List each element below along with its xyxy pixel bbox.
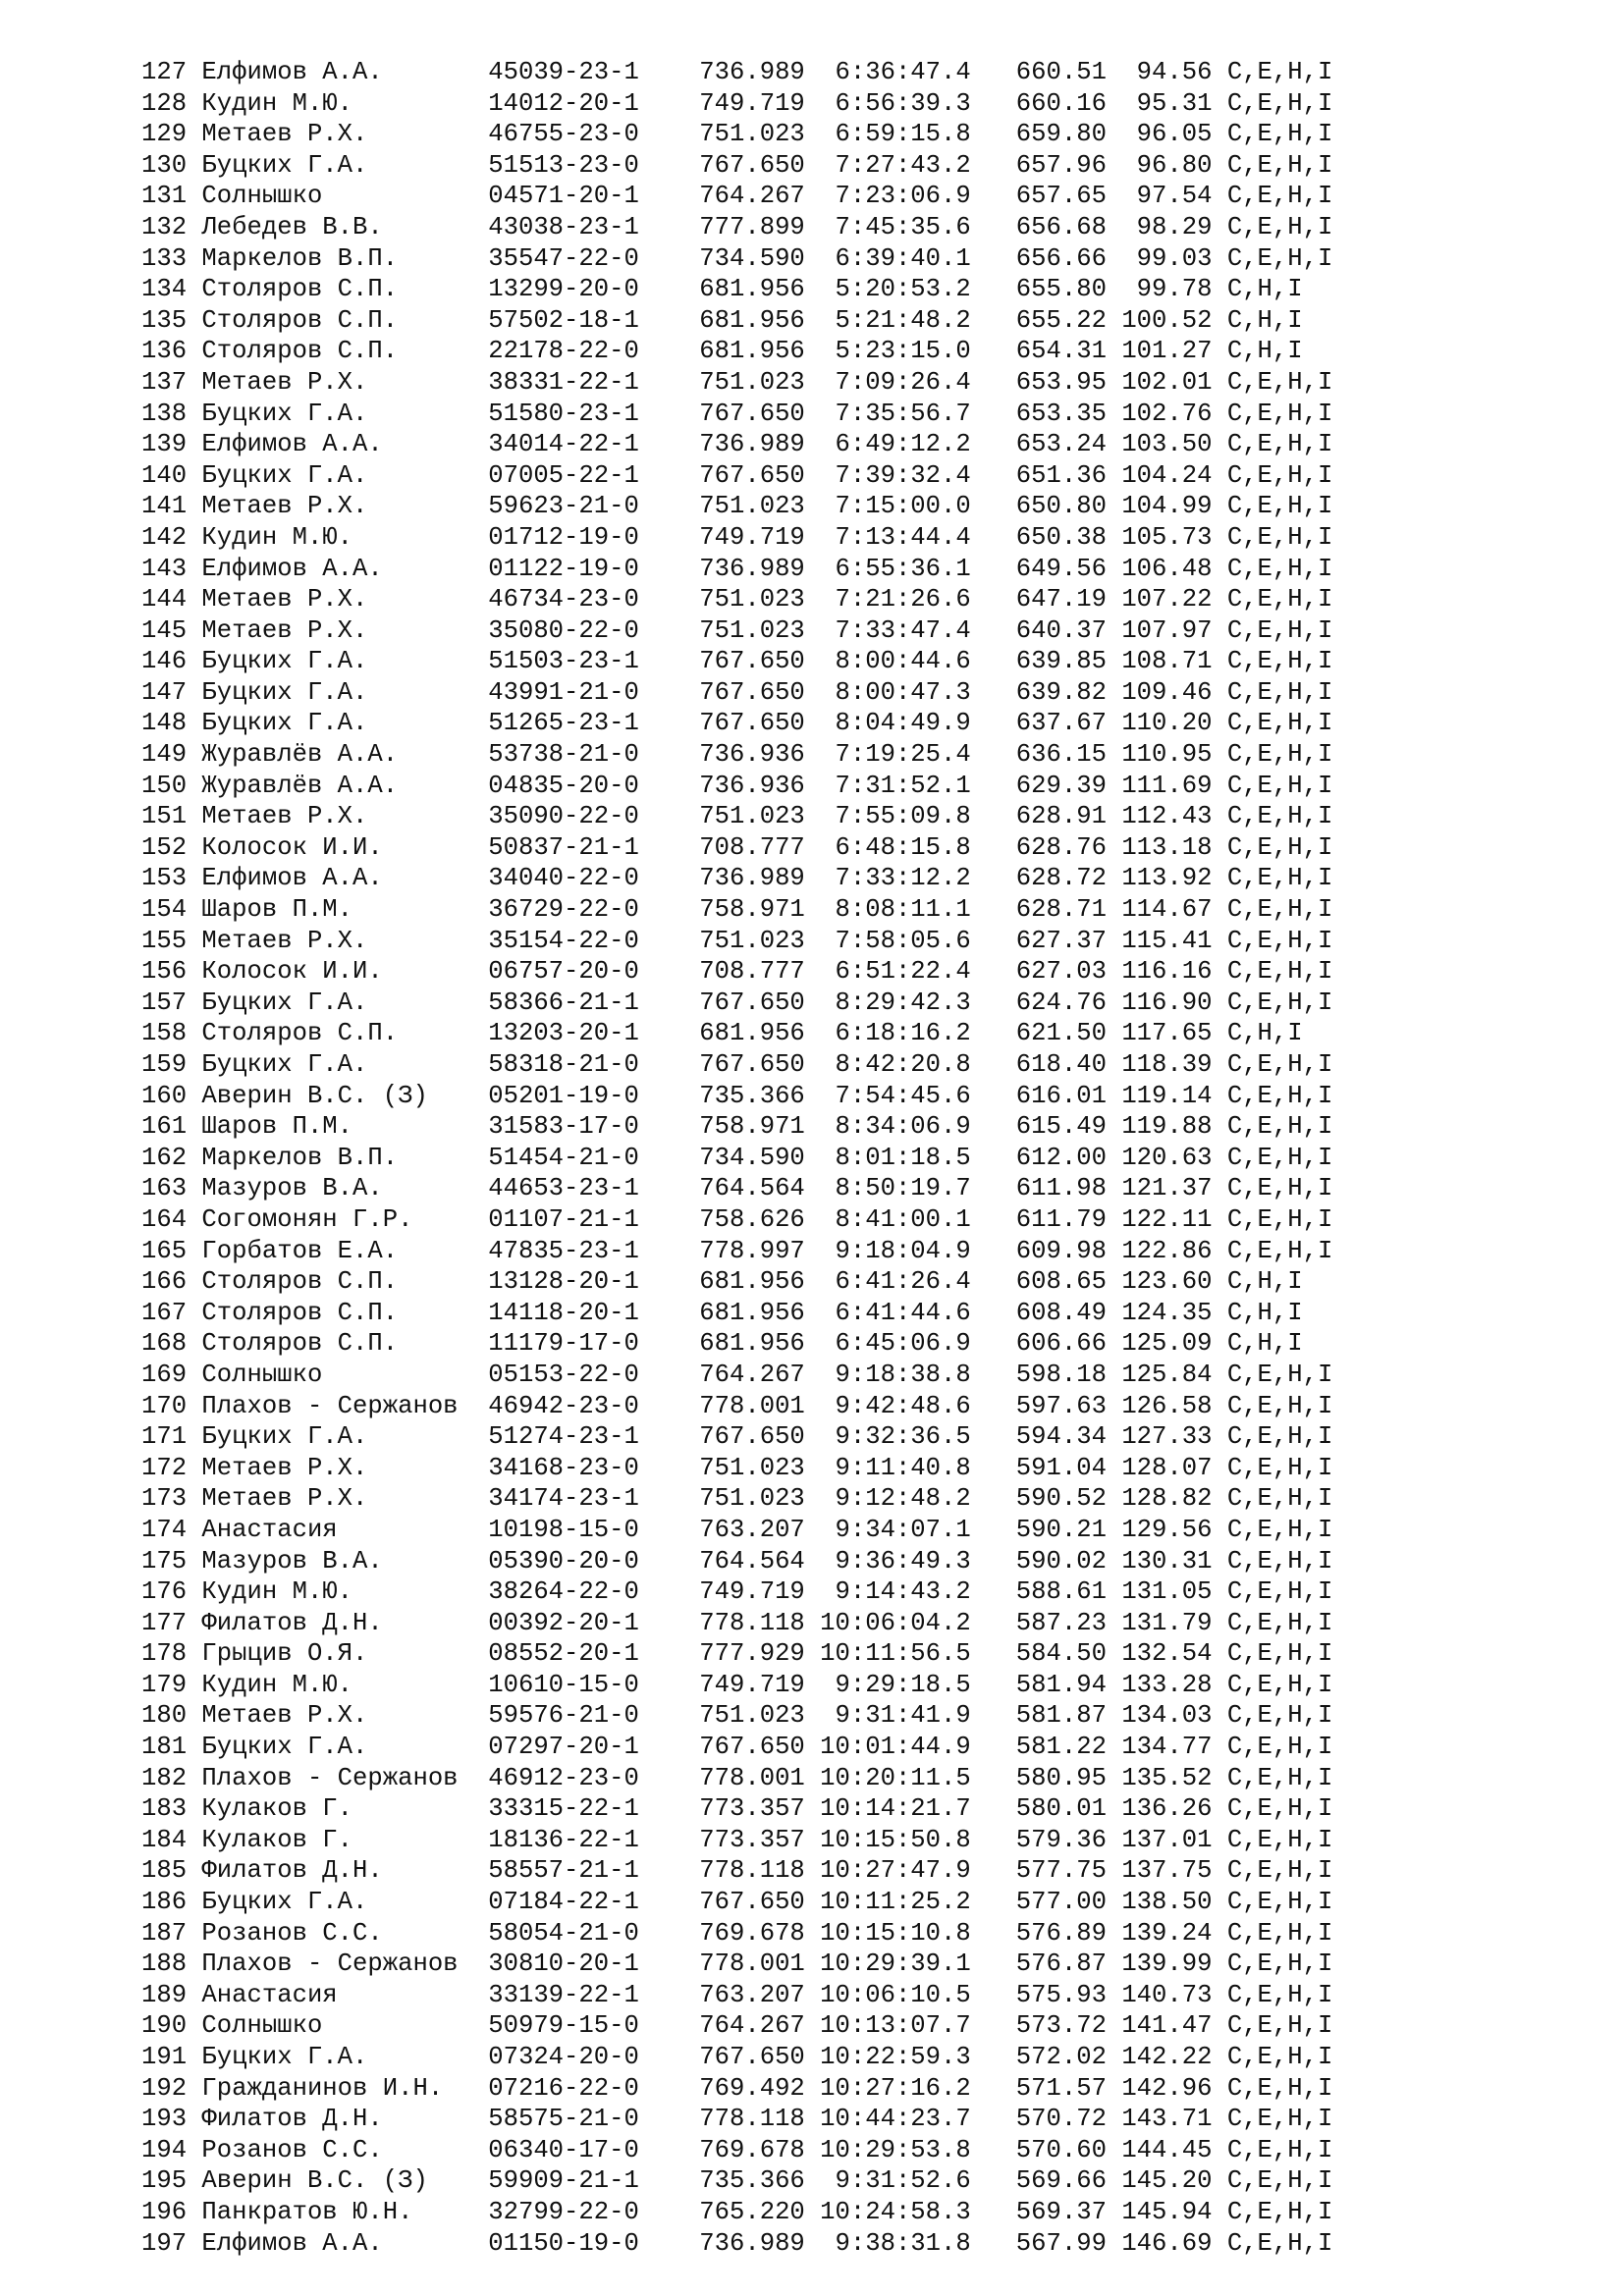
result-row: 177 Филатов Д.Н. 00392-20-1 778.118 10:06:04.2 587.23 131.79 C,E,H,I (141, 1608, 1333, 1637)
result-row: 158 Столяров С.П. 13203-20-1 681.956 6:18:16.2 621.50 117.65 C,H,I (141, 1019, 1303, 1048)
result-row: 169 Солнышко 05153-22-0 764.267 9:18:38.8 598.18 125.84 C,E,H,I (141, 1360, 1333, 1389)
result-row: 146 Буцких Г.А. 51503-23-1 767.650 8:00:44.6 639.85 108.71 C,E,H,I (141, 647, 1333, 676)
result-row: 189 Анастасия 33139-22-1 763.207 10:06:10.5 575.93 140.73 C,E,H,I (141, 1980, 1333, 2009)
result-row: 155 Метаев Р.Х. 35154-22-0 751.023 7:58:05.6 627.37 115.41 C,E,H,I (141, 926, 1333, 955)
result-row: 174 Анастасия 10198-15-0 763.207 9:34:07.1 590.21 129.56 C,E,H,I (141, 1515, 1333, 1544)
result-row: 181 Буцких Г.А. 07297-20-1 767.650 10:01:44.9 581.22 134.77 C,E,H,I (141, 1733, 1333, 1762)
result-row: 142 Кудин М.Ю. 01712-19-0 749.719 7:13:44.4 650.38 105.73 C,E,H,I (141, 522, 1333, 552)
result-row: 147 Буцких Г.А. 43991-21-0 767.650 8:00:47.3 639.82 109.46 C,E,H,I (141, 677, 1333, 707)
result-row: 157 Буцких Г.А. 58366-21-1 767.650 8:29:42.3 624.76 116.90 C,E,H,I (141, 988, 1333, 1017)
result-row: 178 Грыцив О.Я. 08552-20-1 777.929 10:11:56.5 584.50 132.54 C,E,H,I (141, 1639, 1333, 1669)
result-row: 129 Метаев Р.Х. 46755-23-0 751.023 6:59:15.8 659.80 96.05 C,E,H,I (141, 120, 1333, 149)
result-row: 171 Буцких Г.А. 51274-23-1 767.650 9:32:36.5 594.34 127.33 C,E,H,I (141, 1422, 1333, 1452)
result-row: 187 Розанов С.С. 58054-21-0 769.678 10:15:10.8 576.89 139.24 C,E,H,I (141, 1918, 1333, 1948)
result-row: 179 Кудин М.Ю. 10610-15-0 749.719 9:29:18.5 581.94 133.28 C,E,H,I (141, 1670, 1333, 1699)
result-row: 136 Столяров С.П. 22178-22-0 681.956 5:23:15.0 654.31 101.27 C,H,I (141, 337, 1303, 366)
result-row: 190 Солнышко 50979-15-0 764.267 10:13:07.7 573.72 141.47 C,E,H,I (141, 2011, 1333, 2041)
result-row: 133 Маркелов В.П. 35547-22-0 734.590 6:39:40.1 656.66 99.03 C,E,H,I (141, 243, 1333, 273)
result-row: 131 Солнышко 04571-20-1 764.267 7:23:06.9 657.65 97.54 C,E,H,I (141, 182, 1333, 211)
result-row: 140 Буцких Г.А. 07005-22-1 767.650 7:39:32.4 651.36 104.24 C,E,H,I (141, 460, 1333, 490)
result-row: 135 Столяров С.П. 57502-18-1 681.956 5:21:48.2 655.22 100.52 C,H,I (141, 305, 1303, 335)
result-row: 137 Метаев Р.Х. 38331-22-1 751.023 7:09:26.4 653.95 102.01 C,E,H,I (141, 367, 1333, 397)
result-row: 141 Метаев Р.Х. 59623-21-0 751.023 7:15:00.0 650.80 104.99 C,E,H,I (141, 492, 1333, 521)
result-row: 145 Метаев Р.Х. 35080-22-0 751.023 7:33:47.4 640.37 107.97 C,E,H,I (141, 615, 1333, 645)
result-row: 130 Буцких Г.А. 51513-23-0 767.650 7:27:43.2 657.96 96.80 C,E,H,I (141, 150, 1333, 180)
result-row: 196 Панкратов Ю.Н. 32799-22-0 765.220 10:24:58.3 569.37 145.94 C,E,H,I (141, 2197, 1333, 2226)
result-row: 175 Мазуров В.А. 05390-20-0 764.564 9:36:49.3 590.02 130.31 C,E,H,I (141, 1546, 1333, 1575)
result-row: 167 Столяров С.П. 14118-20-1 681.956 6:41:44.6 608.49 124.35 C,H,I (141, 1298, 1303, 1327)
result-row: 172 Метаев Р.Х. 34168-23-0 751.023 9:11:40.8 591.04 128.07 C,E,H,I (141, 1453, 1333, 1482)
result-row: 128 Кудин М.Ю. 14012-20-1 749.719 6:56:39.3 660.16 95.31 C,E,H,I (141, 88, 1333, 118)
results-listing (141, 57, 1332, 2259)
result-row: 127 Елфимов А.А. 45039-23-1 736.989 6:36:47.4 660.51 94.56 C,E,H,I (141, 58, 1333, 86)
result-row: 165 Горбатов Е.А. 47835-23-1 778.997 9:18:04.9 609.98 122.86 C,E,H,I (141, 1236, 1333, 1265)
result-row: 194 Розанов С.С. 06340-17-0 769.678 10:29:53.8 570.60 144.45 C,E,H,I (141, 2135, 1333, 2164)
result-row: 170 Плахов - Сержанов 46942-23-0 778.001 9:42:48.6 597.63 126.58 C,E,H,I (141, 1391, 1333, 1420)
result-row: 188 Плахов - Сержанов 30810-20-1 778.001 10:29:39.1 576.87 139.99 C,E,H,I (141, 1949, 1333, 1979)
result-row: 176 Кудин М.Ю. 38264-22-0 749.719 9:14:43.2 588.61 131.05 C,E,H,I (141, 1577, 1333, 1607)
result-row: 138 Буцких Г.А. 51580-23-1 767.650 7:35:56.7 653.35 102.76 C,E,H,I (141, 399, 1333, 428)
result-row: 132 Лебедев В.В. 43038-23-1 777.899 7:45:35.6 656.68 98.29 C,E,H,I (141, 212, 1333, 241)
result-row: 182 Плахов - Сержанов 46912-23-0 778.001 10:20:11.5 580.95 135.52 C,E,H,I (141, 1763, 1333, 1792)
result-row: 156 Колосок И.И. 06757-20-0 708.777 6:51:22.4 627.03 116.16 C,E,H,I (141, 957, 1333, 987)
result-row: 197 Елфимов А.А. 01150-19-0 736.989 9:38:31.8 567.99 146.69 C,E,H,I (141, 2228, 1333, 2258)
result-row: 134 Столяров С.П. 13299-20-0 681.956 5:20:53.2 655.80 99.78 C,H,I (141, 275, 1303, 304)
result-row: 163 Мазуров В.А. 44653-23-1 764.564 8:50:19.7 611.98 121.37 C,E,H,I (141, 1174, 1333, 1203)
result-row: 164 Согомонян Г.Р. 01107-21-1 758.626 8:41:00.1 611.79 122.11 C,E,H,I (141, 1204, 1333, 1234)
result-row: 185 Филатов Д.Н. 58557-21-1 778.118 10:27:47.9 577.75 137.75 C,E,H,I (141, 1856, 1333, 1886)
result-row: 153 Елфимов А.А. 34040-22-0 736.989 7:33:12.2 628.72 113.92 C,E,H,I (141, 864, 1333, 893)
result-row: 161 Шаров П.М. 31583-17-0 758.971 8:34:06.9 615.49 119.88 C,E,H,I (141, 1112, 1333, 1142)
result-row: 148 Буцких Г.А. 51265-23-1 767.650 8:04:49.9 637.67 110.20 C,E,H,I (141, 709, 1333, 738)
result-row: 166 Столяров С.П. 13128-20-1 681.956 6:41:26.4 608.65 123.60 C,H,I (141, 1267, 1303, 1297)
result-row: 168 Столяров С.П. 11179-17-0 681.956 6:45:06.9 606.66 125.09 C,H,I (141, 1329, 1303, 1359)
result-row: 184 Кулаков Г. 18136-22-1 773.357 10:15:50.8 579.36 137.01 C,E,H,I (141, 1825, 1333, 1854)
result-row: 183 Кулаков Г. 33315-22-1 773.357 10:14:21.7 580.01 136.26 C,E,H,I (141, 1794, 1333, 1824)
result-row: 159 Буцких Г.А. 58318-21-0 767.650 8:42:20.8 618.40 118.39 C,E,H,I (141, 1050, 1333, 1079)
result-row: 144 Метаев Р.Х. 46734-23-0 751.023 7:21:26.6 647.19 107.22 C,E,H,I (141, 585, 1333, 614)
result-row: 143 Елфимов А.А. 01122-19-0 736.989 6:55:36.1 649.56 106.48 C,E,H,I (141, 554, 1333, 583)
result-row: 193 Филатов Д.Н. 58575-21-0 778.118 10:44:23.7 570.72 143.71 C,E,H,I (141, 2105, 1333, 2134)
result-row: 186 Буцких Г.А. 07184-22-1 767.650 10:11:25.2 577.00 138.50 C,E,H,I (141, 1888, 1333, 1917)
result-row: 162 Маркелов В.П. 51454-21-0 734.590 8:01:18.5 612.00 120.63 C,E,H,I (141, 1143, 1333, 1172)
result-row: 180 Метаев Р.Х. 59576-21-0 751.023 9:31:41.9 581.87 134.03 C,E,H,I (141, 1701, 1333, 1731)
result-row: 151 Метаев Р.Х. 35090-22-0 751.023 7:55:09.8 628.91 112.43 C,E,H,I (141, 802, 1333, 831)
result-row: 192 Гражданинов И.Н. 07216-22-0 769.492 10:27:16.2 571.57 142.96 C,E,H,I (141, 2073, 1333, 2103)
result-row: 154 Шаров П.М. 36729-22-0 758.971 8:08:11.1 628.71 114.67 C,E,H,I (141, 895, 1333, 925)
result-row: 150 Журавлёв А.А. 04835-20-0 736.936 7:31:52.1 629.39 111.69 C,E,H,I (141, 771, 1333, 800)
result-row: 173 Метаев Р.Х. 34174-23-1 751.023 9:12:48.2 590.52 128.82 C,E,H,I (141, 1484, 1333, 1514)
result-row: 139 Елфимов А.А. 34014-22-1 736.989 6:49:12.2 653.24 103.50 C,E,H,I (141, 430, 1333, 459)
result-row: 152 Колосок И.И. 50837-21-1 708.777 6:48:15.8 628.76 113.18 C,E,H,I (141, 832, 1333, 862)
result-row: 160 Аверин В.С. (З) 05201-19-0 735.366 7:54:45.6 616.01 119.14 C,E,H,I (141, 1081, 1333, 1110)
result-row: 149 Журавлёв А.А. 53738-21-0 736.936 7:19:25.4 636.15 110.95 C,E,H,I (141, 740, 1333, 770)
result-row: 195 Аверин В.С. (З) 59909-21-1 735.366 9:31:52.6 569.66 145.20 C,E,H,I (141, 2166, 1333, 2196)
result-row: 191 Буцких Г.А. 07324-20-0 767.650 10:22:59.3 572.02 142.22 C,E,H,I (141, 2043, 1333, 2071)
